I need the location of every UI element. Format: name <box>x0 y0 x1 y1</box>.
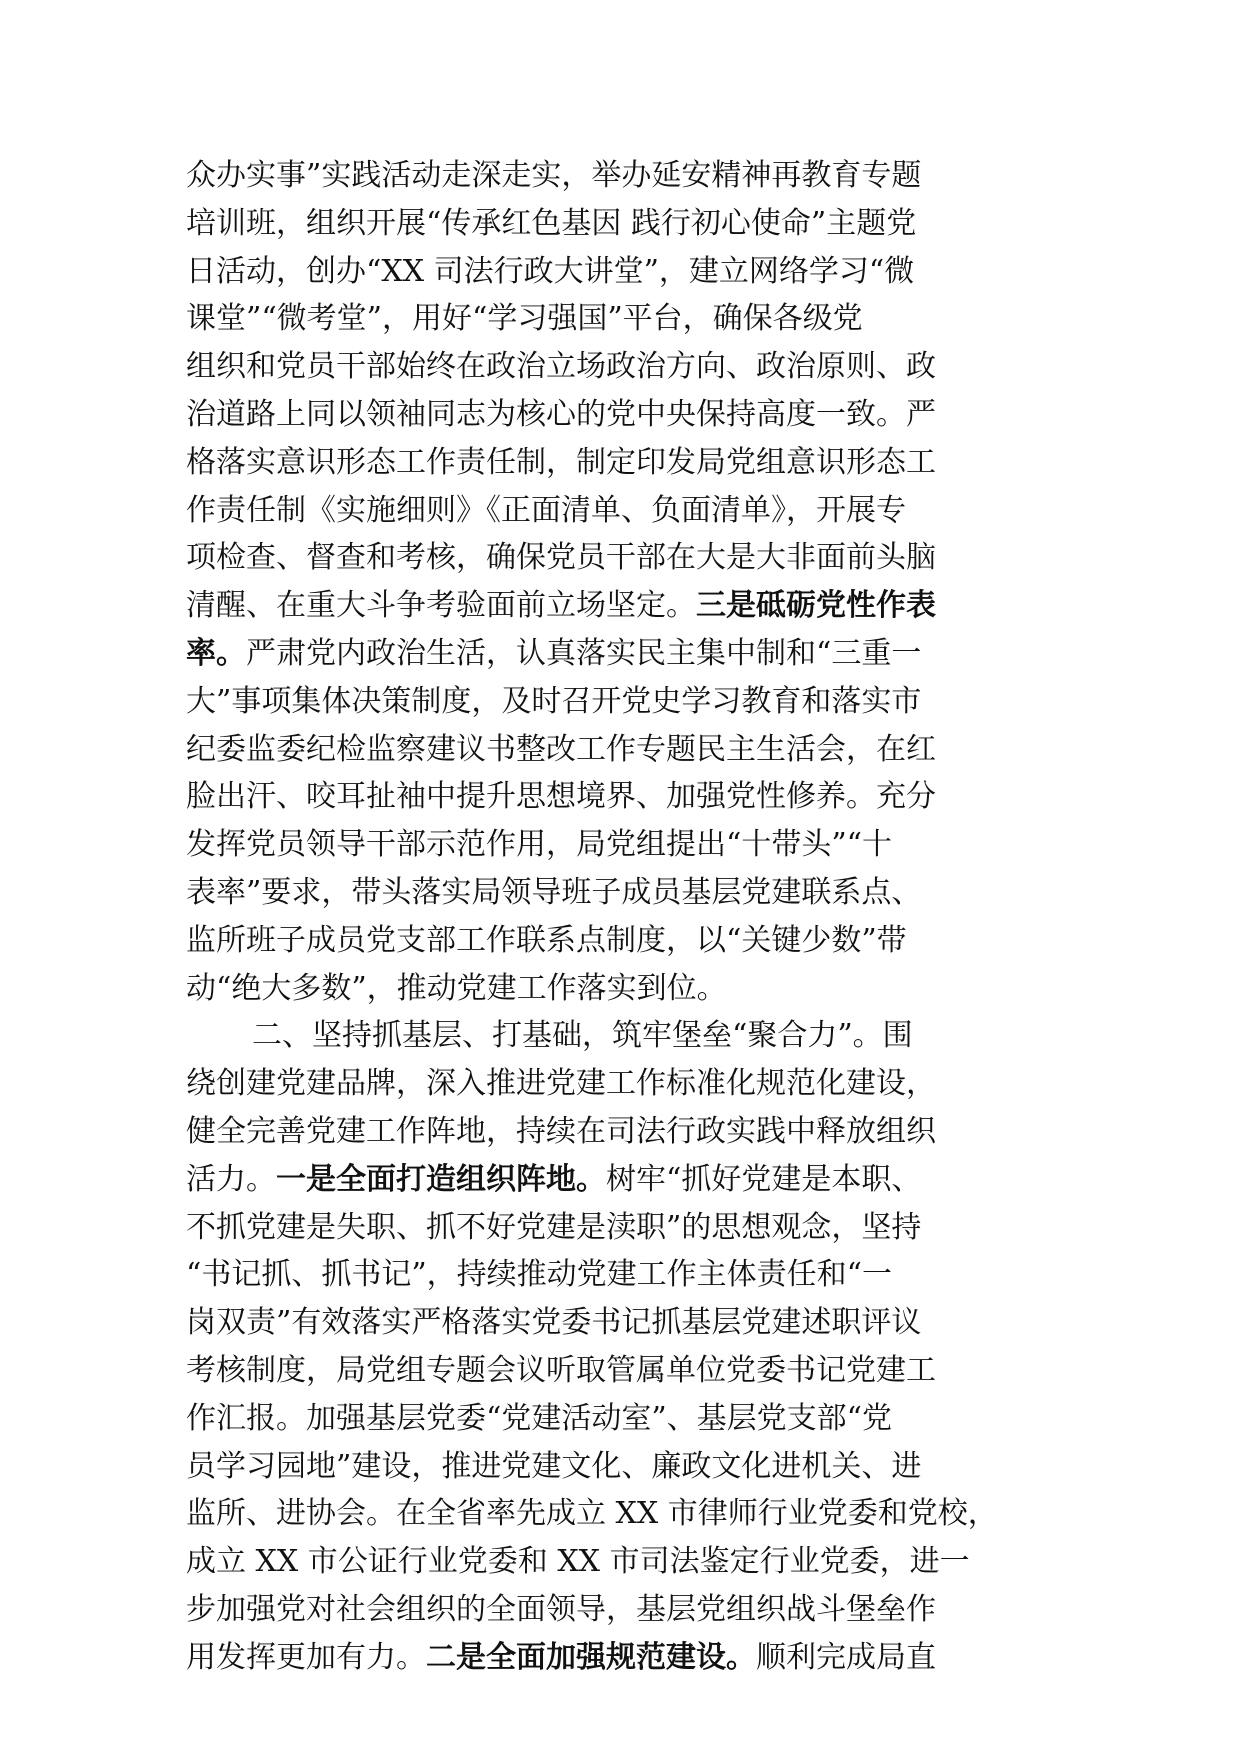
text-line <box>186 1347 1056 1395</box>
text-run: 清醒、在重大斗争考验面前立场坚定。 <box>186 588 696 624</box>
text-line <box>186 152 1056 200</box>
text-run: 项检查、督查和考核，确保党员干部在大是大非面前头脑 <box>186 540 936 576</box>
text-run: 监所班子成员党支部工作联系点制度，以“关键少数”带 <box>186 922 907 958</box>
text-line <box>186 391 1056 439</box>
text-line <box>186 1251 1056 1299</box>
text-line <box>186 678 1056 726</box>
bold-heading-run: 三是砥砺党性作表 <box>696 588 936 624</box>
text-line <box>186 248 1056 296</box>
text-line <box>186 630 1056 678</box>
text-run: “书记抓、抓书记”，持续推动党建工作主体责任和“一 <box>186 1257 893 1293</box>
text-run: 纪委监委纪检监察建议书整改工作专题民主生活会，在红 <box>186 731 936 767</box>
text-run: 考核制度，局党组专题会议听取管属单位党委书记党建工 <box>186 1352 936 1388</box>
text-line <box>186 1443 1056 1491</box>
text-run: 树牢“抓好党建是本职、 <box>606 1161 922 1197</box>
text-line <box>186 1108 1056 1156</box>
text-run: 课堂”“微考堂”，用好“学习强国”平台，确保各级党 <box>186 301 863 337</box>
text-line <box>186 773 1056 821</box>
text-line <box>186 1634 1056 1682</box>
text-run: 治道路上同以领袖同志为核心的党中央保持高度一致。严 <box>186 396 936 432</box>
text-line <box>186 1156 1056 1204</box>
text-run: 绕创建党建品牌，深入推进党建工作标准化规范化建设， <box>186 1066 936 1102</box>
text-line <box>186 487 1056 535</box>
text-run: 步加强党对社会组织的全面领导，基层党组织战斗堡垒作 <box>186 1591 936 1627</box>
text-line <box>186 534 1056 582</box>
text-line <box>186 1012 1056 1060</box>
text-run: 组织和党员干部始终在政治立场政治方向、政治原则、政 <box>186 349 936 385</box>
text-line <box>186 439 1056 487</box>
text-run: 健全完善党建工作阵地，持续在司法行政实践中释放组织 <box>186 1113 936 1149</box>
text-run: 岗双责”有效落实严格落实党委书记抓基层党建述职评议 <box>186 1305 922 1341</box>
text-run: 作责任制《实施细则》《正面清单、负面清单》，开展专 <box>186 492 906 528</box>
bold-heading-run: 二是全面加强规范建设。 <box>426 1639 756 1675</box>
text-line <box>186 1538 1056 1586</box>
document-body <box>186 152 1056 1682</box>
text-line <box>186 869 1056 917</box>
text-run: 脸出汗、咬耳扯袖中提升思想境界、加强党性修养。充分 <box>186 779 936 815</box>
text-run: 员学习园地”建设，推进党建文化、廉政文化进机关、进 <box>186 1448 922 1484</box>
text-run: 培训班，组织开展“传承红色基因 践行初心使命”主题党 <box>186 205 917 241</box>
text-line <box>186 965 1056 1013</box>
text-run: 日活动，创办“XX 司法行政大讲堂”，建立网络学习“微 <box>186 253 915 289</box>
text-run: 不抓党建是失职、抓不好党建是渎职”的思想观念，坚持 <box>186 1209 922 1245</box>
text-line <box>186 1395 1056 1443</box>
text-run: 大”事项集体决策制度，及时召开党史学习教育和落实市 <box>186 683 922 719</box>
text-run: 用发挥更加有力。 <box>186 1639 426 1675</box>
text-line <box>186 582 1056 630</box>
text-line <box>186 1490 1056 1538</box>
text-line <box>186 200 1056 248</box>
text-line <box>186 295 1056 343</box>
bold-heading-run: 一是全面打造组织阵地。 <box>276 1161 606 1197</box>
text-line <box>186 343 1056 391</box>
text-run: 二、坚持抓基层、打基础，筑牢堡垒“聚合力”。围 <box>252 1018 913 1054</box>
text-line <box>186 917 1056 965</box>
bold-heading-run: 率。 <box>186 635 246 671</box>
text-line <box>186 821 1056 869</box>
text-run: 众办实事”实践活动走深走实，举办延安精神再教育专题 <box>186 158 922 193</box>
text-line <box>186 1204 1056 1252</box>
text-run: 活力。 <box>186 1161 276 1197</box>
text-run: 动“绝大多数”，推动党建工作落实到位。 <box>186 970 727 1006</box>
text-line <box>186 1586 1056 1634</box>
text-run: 格落实意识形态工作责任制，制定印发局党组意识形态工 <box>186 444 936 480</box>
text-run: 表率”要求，带头落实局领导班子成员基层党建联系点、 <box>186 874 922 910</box>
text-run: 成立 XX 市公证行业党委和 XX 市司法鉴定行业党委，进一 <box>186 1544 970 1580</box>
text-line <box>186 1299 1056 1347</box>
text-line <box>186 726 1056 774</box>
text-line <box>186 1060 1056 1108</box>
text-run: 监所、进协会。在全省率先成立 XX 市律师行业党委和党校， <box>186 1496 998 1532</box>
text-run: 严肃党内政治生活，认真落实民主集中制和“三重一 <box>246 635 922 671</box>
text-run: 作汇报。加强基层党委“党建活动室”、基层党支部“党 <box>186 1400 893 1436</box>
text-run: 发挥党员领导干部示范作用，局党组提出“十带头”“十 <box>186 827 893 863</box>
text-run: 顺利完成局直 <box>756 1639 936 1675</box>
